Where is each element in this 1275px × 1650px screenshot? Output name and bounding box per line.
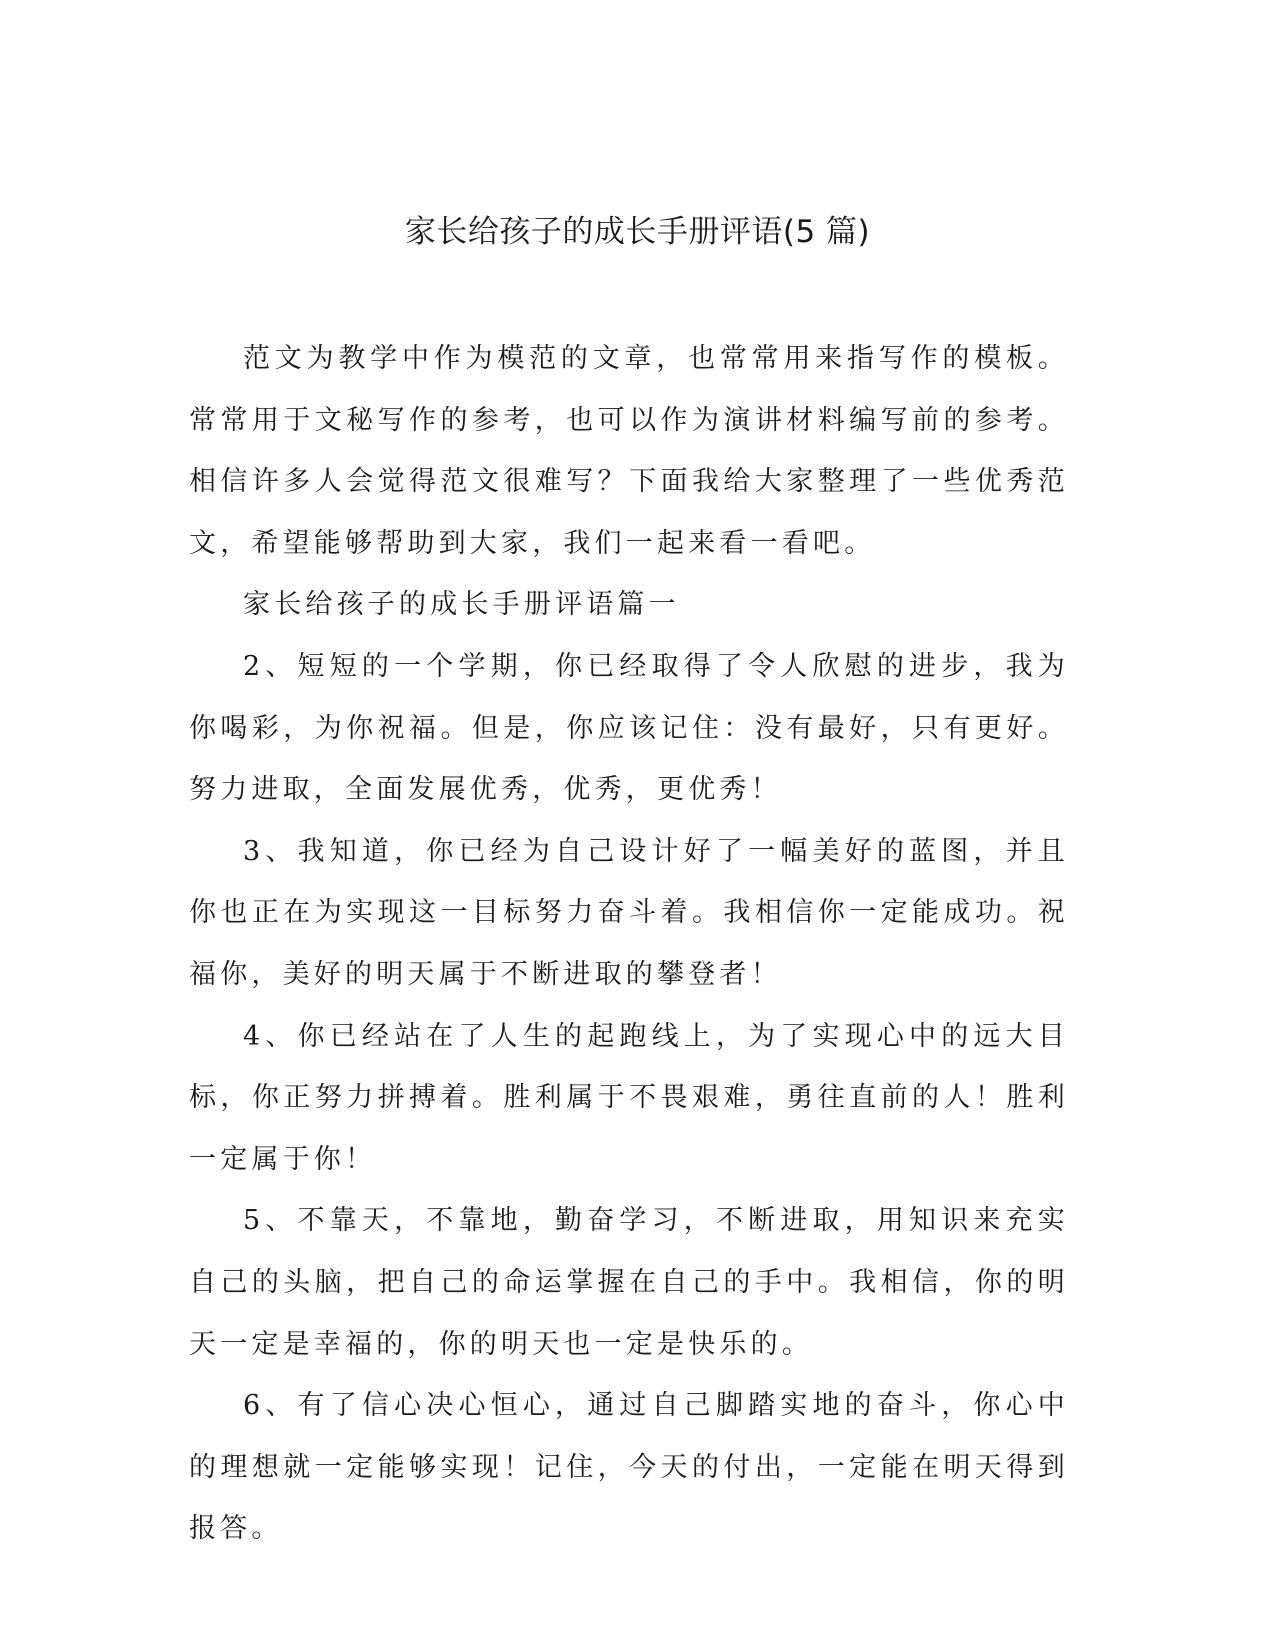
section-heading: 家长给孩子的成长手册评语篇一 (243, 589, 680, 621)
comment-paragraph-4: 4、你已经站在了人生的起跑线上，为了实现心中的远大目标，你正努力拼搏着。胜利属于不畏艰难，勇往直前的人！胜利一定属于你！ (189, 1020, 1069, 1175)
document-body (189, 328, 1069, 1560)
document-title: 家长给孩子的成长手册评语(5 篇) (404, 214, 871, 250)
comment-paragraph-5: 5、不靠天，不靠地，勤奋学习，不断进取，用知识来充实自己的头脑，把自己的命运掌握在自己的手中。我相信，你的明天一定是幸福的，你的明天也一定是快乐的。 (189, 1205, 1069, 1360)
comment-paragraph-6: 6、有了信心决心恒心，通过自己脚踏实地的奋斗，你心中的理想就一定能够实现！记住，今天的付出，一定能在明天得到报答。 (189, 1390, 1069, 1545)
comment-paragraph-3: 3、我知道，你已经为自己设计好了一幅美好的蓝图，并且你也正在为实现这一目标努力奋斗着。我相信你一定能成功。祝福你，美好的明天属于不断进取的攀登者！ (189, 835, 1069, 990)
intro-paragraph: 范文为教学中作为模范的文章，也常常用来指写作的模板。常常用于文秘写作的参考，也可以作为演讲材料编写前的参考。相信许多人会觉得范文很难写？下面我给大家整理了一些优秀范文，希望能够帮助到大家，我们一起来看一看吧。 (189, 343, 1069, 559)
comment-paragraph-2: 2、短短的一个学期，你已经取得了令人欣慰的进步，我为你喝彩，为你祝福。但是，你应该记住：没有最好，只有更好。努力进取，全面发展优秀，优秀，更优秀！ (189, 650, 1069, 806)
